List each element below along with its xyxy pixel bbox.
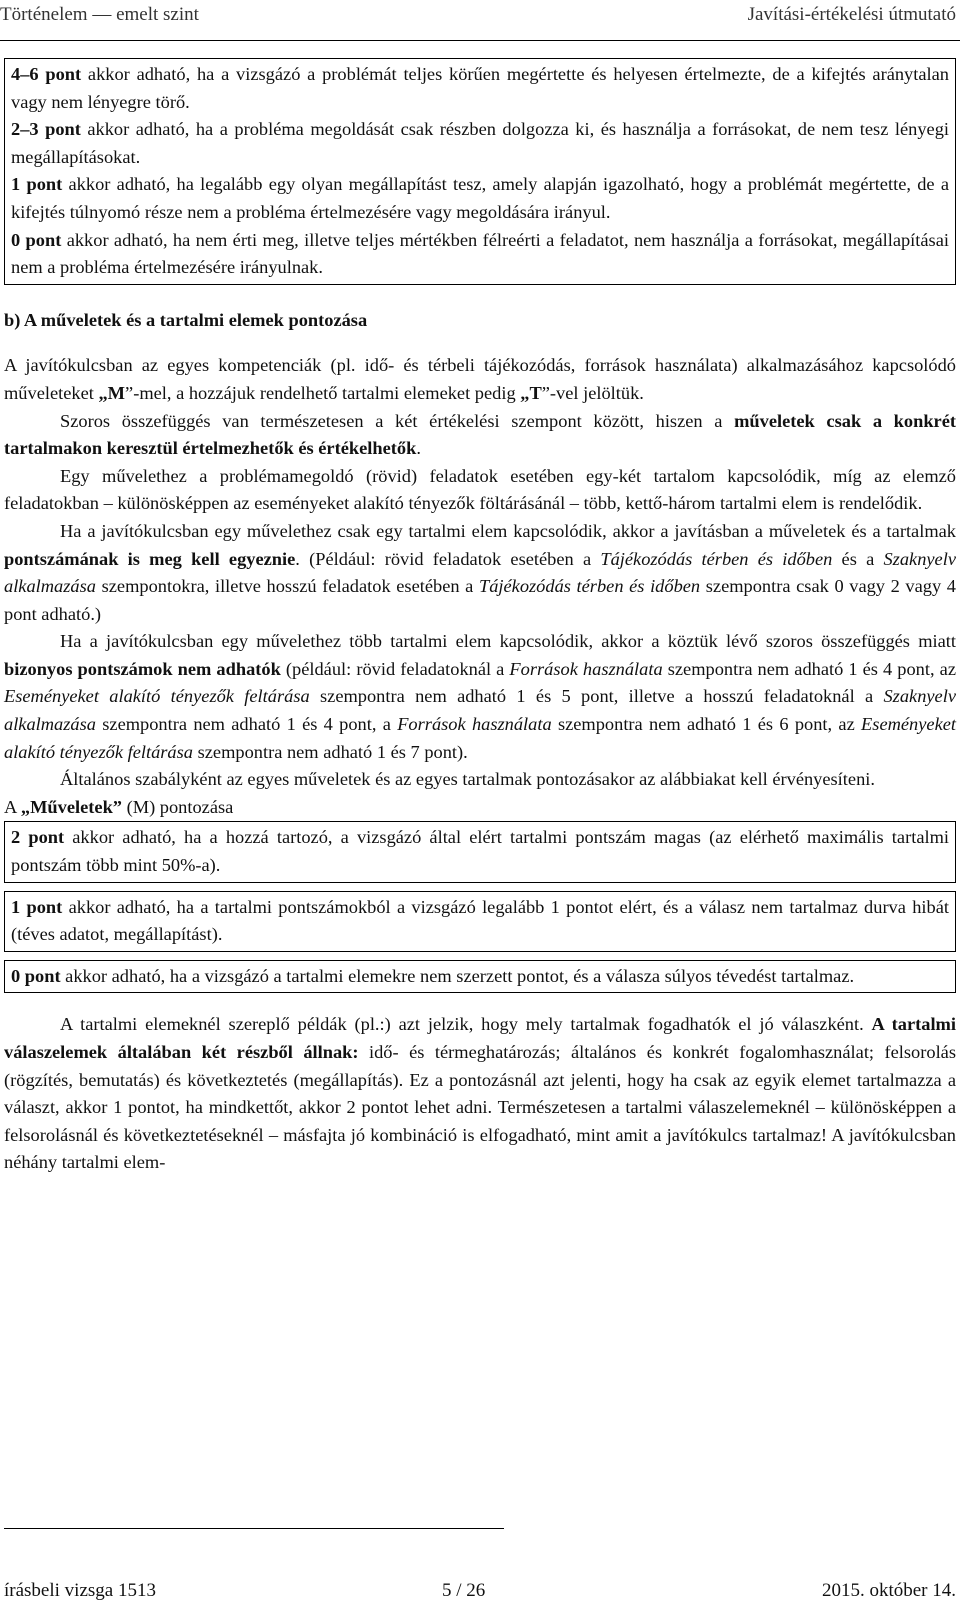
paragraph-notation: A javítókulcsban az egyes kompetenciák (pl. idő- és térbeli tájékozódás, források használata) alkalmazásához kapcsolódó műveleteket „M”-mel, a hozzájuk rendelhető tartalmi elemeket pedig „T”-vel jelöltük. [4, 355, 956, 403]
paragraph-multiple-elements: Ha a javítókulcsban egy művelethez több tartalmi elem kapcsolódik, akkor a köztük lévő szoros összefüggés miatt bizonyos pontszámok nem adhatók (például: rövid feladatoknál a Források használata szempontra nem adható 1 és 4 pont, az Eseményeket alakító tényezők feltárása szempontra nem adható 1 és 5 pont, illetve a hosszú feladatoknál a Szaknyelv alkalmazása szempontra nem adható 1 és 4 pont, a Források használata szempontra nem adható 1 és 6 pont, az Eseményeket alakító tényezők feltárása szempontra nem adható 1 és 7 pont). [4, 631, 956, 762]
operation-score-0-box: 0 pont akkor adható, ha a vizsgázó a tartalmi elemekre nem szerzett pontot, és a válasza súlyos tévedést tartalmaz. [4, 960, 956, 994]
paragraph-operation-content: Egy művelethez a problémamegoldó (rövid) feladatok esetében egy-két tartalom kapcsolódik, míg az elemző feladatokban – különösképpen az eseményeket alakító tényezők föltárásánál – több, kettő-három tartalmi elem is rendelődik. [4, 465, 956, 514]
paragraph-single-element: Ha a javítókulcsban egy művelethez csak egy tartalmi elem kapcsolódik, akkor a javításban a műveletek és a tartalmak pontszámának is meg kell egyeznie. (Például: rövid feladatok esetében a Tájékozódás térben és időben és a Szaknyelv alkalmazása szempontokra, illetve hosszú feladatok esetében a Tájékozódás térben és időben szempontra csak 0 vagy 2 vagy 4 pont adható.) [4, 520, 956, 624]
footer-page-number: 5 / 26 [442, 1580, 486, 1601]
footer-rule [4, 1528, 504, 1529]
criterion-2-3: 2–3 pont akkor adható, ha a probléma megoldását csak részben dolgozza ki, és használja a forrásokat, de nem tesz lényegi megállapításokat. [11, 119, 949, 167]
criterion-0: 0 pont akkor adható, ha nem érti meg, illetve teljes mértékben félreérti a feladatot, nem használja a forrásokat, megállapításai nem a probléma értelmezésére irányulnak. [11, 229, 949, 278]
footer-date: 2015. október 14. [821, 1580, 956, 1601]
paragraph-relationship: Szoros összefüggés van természetesen a két értékelési szempont között, hiszen a műveletek csak a konkrét tartalmakon keresztül értelmezhetők és értékelhetők. [4, 410, 956, 459]
section-b-heading: b) A műveletek és a tartalmi elemek pontozása [4, 309, 368, 330]
header-subject: Történelem — emelt szint [0, 4, 199, 25]
operation-score-1-box: 1 pont akkor adható, ha a tartalmi pontszámokból a vizsgázó legalább 1 pontot elért, és a válasz nem tartalmaz durva hibát (téves adatot, megállapítást). [4, 891, 956, 952]
running-header [0, 0, 960, 41]
criterion-4-6: 4–6 pont akkor adható, ha a vizsgázó a problémát teljes körűen megértette és helyesen értelmezte, de a kifejtés aránytalan vagy nem lényegre törő. [11, 64, 949, 112]
header-doc-type: Javítási-értékelési útmutató [747, 4, 956, 25]
muveletek-subheading: A „Műveletek” (M) pontozása [4, 796, 234, 817]
paragraph-general-rule: Általános szabályként az egyes műveletek és az egyes tartalmak pontozásakor az alábbiakat kell érvényesíteni. [60, 769, 875, 790]
scoring-criteria-box [4, 58, 956, 285]
paragraph-content-examples: A tartalmi elemeknél szereplő példák (pl.:) azt jelzik, hogy mely tartalmak fogadhatók el jó válaszként. A tartalmi válaszelemek általában két részből állnak: idő- és térmeghatározás; általános és konkrét fogalomhasználat; felsorolás (rögzítés, bemutatás) és következtetés (megállapítás). Ez a pontozásnál azt jelenti, hogy ha csak az egyik elemet tartalmazza a választ, akkor 1 pontot, ha mindkettőt, akkor 2 pontot lehet adni. Természetesen a tartalmi válaszelemeknél – különösképpen a felsorolásnál és következtetéseknél – másfajta jó kombináció is elfogadható, mint amit a javítókulcs tartalmaz! A javítókulcsban néhány tartalmi elem- [4, 1014, 957, 1173]
criterion-1: 1 pont akkor adható, ha legalább egy olyan megállapítást tesz, amely alapján igazolható, hogy a problémát megértette, de a kifejtés túlnyomó része nem a probléma értelmezésére vagy megoldására irányul. [11, 174, 950, 222]
main-content [4, 58, 956, 1177]
operation-score-2-box: 2 pont akkor adható, ha a hozzá tartozó, a vizsgázó által elért tartalmi pontszám magas (az elérhető maximális tartalmi pontszám több mint 50%-a). [4, 821, 956, 882]
footer-exam-id: írásbeli vizsga 1513 [4, 1580, 156, 1601]
